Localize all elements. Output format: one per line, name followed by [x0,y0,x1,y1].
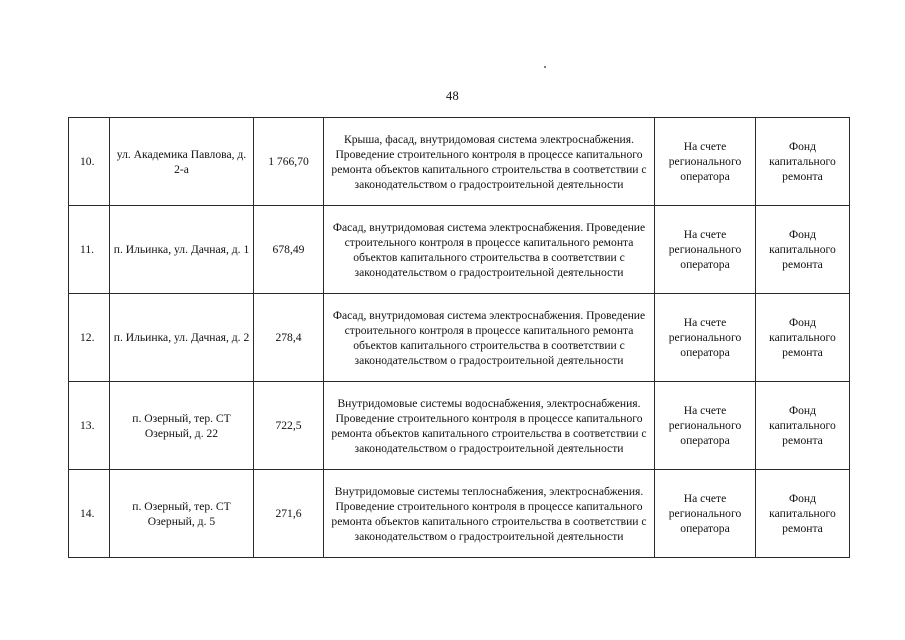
row-works: Фасад, внутридомовая система электроснабжения. Проведение строительного контроля в процессе капитального ремонта объектов капитального строительства в соответствии с законодательством о градостроительной деятельности [324,206,655,294]
row-address: п. Озерный, тер. СТ Озерный, д. 22 [110,382,254,470]
row-works: Фасад, внутридомовая система электроснабжения. Проведение строительного контроля в процессе капитального ремонта объектов капитального строительства в соответствии с законодательством о градостроительной деятельности [324,294,655,382]
row-number: 12. [69,294,110,382]
row-works: Крыша, фасад, внутридомовая система электроснабжения. Проведение строительного контроля в процессе капитального ремонта объектов капитального строительства в соответствии с законодательством о градостроительной деятельности [324,118,655,206]
table-row [69,470,850,558]
row-fund: Фонд капитального ремонта [756,118,850,206]
row-fund: Фонд капитального ремонта [756,382,850,470]
table-row [69,206,850,294]
row-account: На счете регионального оператора [655,382,756,470]
row-account: На счете регионального оператора [655,470,756,558]
row-address: ул. Академика Павлова, д. 2-а [110,118,254,206]
row-account: На счете регионального оператора [655,294,756,382]
table-row [69,118,850,206]
row-fund: Фонд капитального ремонта [756,294,850,382]
row-address: п. Ильинка, ул. Дачная, д. 2 [110,294,254,382]
row-address: п. Озерный, тер. СТ Озерный, д. 5 [110,470,254,558]
row-cost: 722,5 [254,382,324,470]
row-cost: 678,49 [254,206,324,294]
row-cost: 1 766,70 [254,118,324,206]
row-account: На счете регионального оператора [655,118,756,206]
capital-repair-table [68,117,850,558]
row-cost: 278,4 [254,294,324,382]
row-number: 13. [69,382,110,470]
row-number: 14. [69,470,110,558]
row-fund: Фонд капитального ремонта [756,470,850,558]
row-address: п. Ильинка, ул. Дачная, д. 1 [110,206,254,294]
row-works: Внутридомовые системы теплоснабжения, электроснабжения. Проведение строительного контроля в процессе капитального ремонта объектов капитального строительства в соответствии с законодательством о градостроительной деятельности [324,470,655,558]
page-number: 48 [445,89,460,103]
row-cost: 271,6 [254,470,324,558]
table-row [69,294,850,382]
scan-speck [544,66,546,68]
row-works: Внутридомовые системы водоснабжения, электроснабжения. Проведение строительного контроля в процессе капитального ремонта объектов капитального строительства в соответствии с законодательством о градостроительной деятельности [324,382,655,470]
table-row [69,382,850,470]
row-number: 10. [69,118,110,206]
row-number: 11. [69,206,110,294]
row-account: На счете регионального оператора [655,206,756,294]
row-fund: Фонд капитального ремонта [756,206,850,294]
